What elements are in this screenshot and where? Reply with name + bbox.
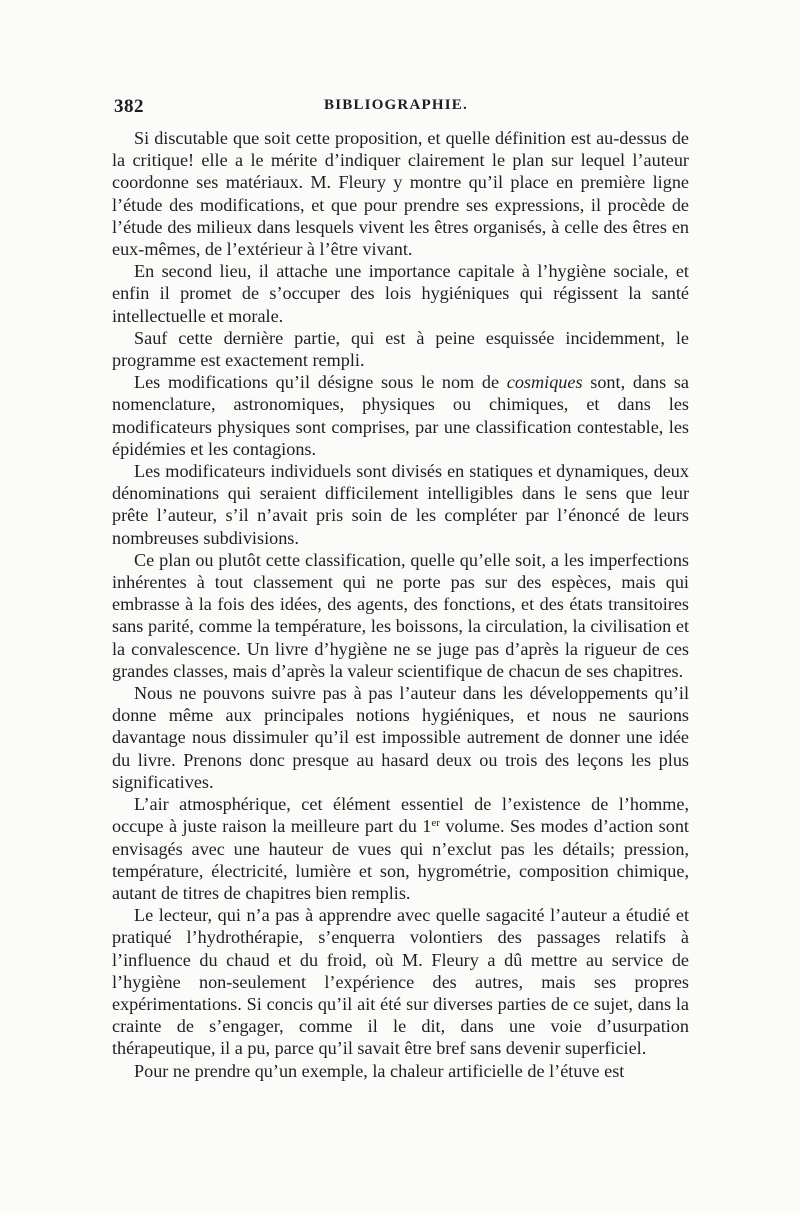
- paragraph-10: Pour ne prendre qu’un exemple, la chaleur artificielle de l’étuve est: [134, 1060, 625, 1081]
- paragraph-5: Les modificateurs individuels sont divisés en statiques et dynamiques, deux dénominations qui seraient difficilement intelligibles dans le sens que leur prête l’auteur, s’il n’avait pris soin de les compléter par l’énoncé de leurs nombreuses subdivisions.: [112, 461, 689, 548]
- paragraph-8-superscript: er: [431, 817, 440, 830]
- page-number: 382: [114, 96, 144, 117]
- paragraph-4-after: sont, dans sa nomenclature, astronomiques, physiques ou chimiques, et dans les modificateurs physiques sont comprises, par une classification contestable, les épidémies et les contagions.: [112, 372, 690, 459]
- paragraph-7: Nous ne pouvons suivre pas à pas l’auteur dans les développements qu’il donne même aux principales notions hygiéniques, et nous ne saurions davantage nous dissimuler qu’il est impossible autrement de donner une idée du livre. Prenons donc presque au hasard deux ou trois des leçons les plus significatives.: [112, 683, 689, 792]
- paragraph-4-italic: cosmiques: [506, 372, 583, 393]
- paragraph-1: Si discutable que soit cette proposition, et quelle définition est au-dessus de la critique! elle a le mérite d’indiquer clairement le plan sur lequel l’auteur coordonne ses matériaux. M. Fleury y montre qu’il place en première ligne l’étude des modifications, et que pour prendre ses expressions, il procède de l’étude des milieux dans lesquels vivent les êtres organisés, à celle des êtres en eux-mêmes, de l’extérieur à l’être vivant.: [112, 128, 689, 260]
- paragraph-2: En second lieu, il attache une importance capitale à l’hygiène sociale, et enfin il promet de s’occuper des lois hygiéniques qui régissent la santé intellectuelle et morale.: [112, 261, 689, 326]
- paragraph-8: [112, 793, 689, 904]
- paragraph-4-before: Les modifications qu’il désigne sous le nom de: [134, 372, 507, 393]
- paragraph-4: [112, 371, 689, 460]
- paragraph-9: Le lecteur, qui n’a pas à apprendre avec quelle sagacité l’auteur a étudié et pratiqué l’hydrothérapie, s’enquerra volontiers des passages relatifs à l’influence du chaud et du froid, où M. Fleury a dû mettre au service de l’hygiène non-seulement l’expérience des autres, mais ses propres expérimentations. Si concis qu’il ait été sur diverses parties de ce sujet, dans la crainte de s’engager, comme il le dit, dans une voie d’usurpation thérapeutique, il a pu, parce qu’il savait être bref sans devenir superficiel.: [112, 905, 689, 1059]
- paragraph-3: Sauf cette dernière partie, qui est à peine esquissée incidemment, le programme est exactement rempli.: [112, 327, 689, 371]
- body-text: [112, 127, 689, 1082]
- paragraph-8-before: L’air atmosphérique, cet élément essentiel de l’existence de l’homme, occupe à juste raison la meilleure part du 1: [112, 794, 689, 837]
- running-head: BIBLIOGRAPHIE.: [324, 97, 468, 113]
- paragraph-6: Ce plan ou plutôt cette classification, quelle qu’elle soit, a les imperfections inhérentes à tout classement qui ne porte pas sur des espèces, mais qui embrasse à la fois des idées, des agents, des fonctions, et des états transitoires sans parité, comme la température, les boissons, la circulation, la civilisation et la convalescence. Un livre d’hygiène ne se juge pas d’après la rigueur de ces grandes classes, mais d’après la valeur scientifique de chacun de ses chapitres.: [112, 549, 689, 681]
- page-header: [114, 96, 684, 122]
- paragraph-8-after: volume. Ses modes d’action sont envisagés avec une hauteur de vues qui n’exclut pas les détails; pression, température, électricité, lumière et son, hygrométrie, composition chimique, autant de titres de chapitres bien remplis.: [112, 816, 689, 903]
